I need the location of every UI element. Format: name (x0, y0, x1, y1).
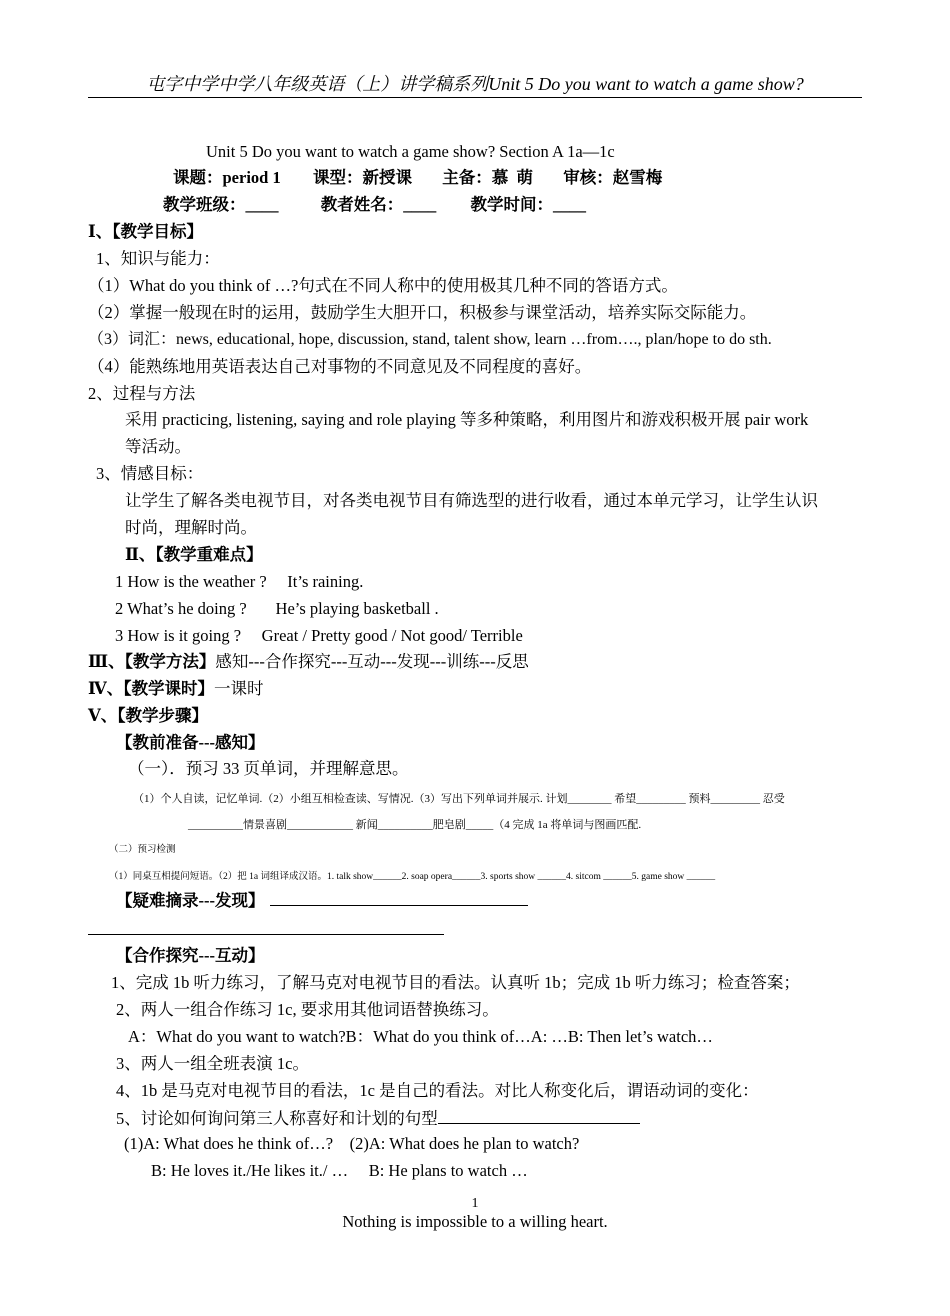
info-row-2 (163, 195, 586, 215)
teacher-label: 教者姓名： (320, 195, 404, 214)
preparer-label: 主备： (442, 168, 492, 187)
s1-p3: （3）词汇：news, educational, hope, discussion, stand, talent show, learn …from…., plan/hope to do sth. (88, 331, 772, 348)
s1-p2: （2）掌握一般现在时的运用，鼓励学生大胆开口，积极参与课堂活动，培养实际交际能力。 (88, 303, 757, 322)
preparer-value: 慕 萌 (491, 168, 533, 187)
doubt-line (116, 891, 528, 911)
reviewer-value: 赵雪梅 (612, 168, 663, 187)
section-1-heading: Ⅰ、【教学目标】 (88, 222, 203, 241)
s1-e2: 时尚，理解时尚。 (125, 518, 257, 537)
page-header: 屯字中学中学八年级英语（上）讲学稿系列Unit 5 Do you want to watch a game show? (146, 74, 804, 94)
check-heading: （二）预习检测 (109, 845, 176, 855)
section-2-heading: Ⅱ、【教学重难点】 (125, 545, 263, 564)
s1-sub1: 1、知识与能力： (96, 249, 220, 268)
s1-m1: 采用 practicing, listening, saying and role playing 等多种策略，利用图片和游戏积极开展 pair work (125, 410, 809, 429)
coop-heading: 【合作探究---互动】 (116, 946, 265, 965)
time-label: 教学时间： (470, 195, 553, 214)
coop-2b: A：What do you want to watch?B：What do you think of…A: …B: Then let’s watch… (128, 1027, 713, 1046)
coop-7: B: He loves it./He likes it./ … B: He plans to watch … (151, 1161, 528, 1180)
class-label: 教学班级： (163, 195, 246, 214)
s1-m2: 等活动。 (125, 437, 191, 456)
class-blank[interactable]: ____ (245, 195, 279, 214)
time-blank[interactable]: ____ (553, 195, 586, 214)
s1-sub2: 2、过程与方法 (88, 384, 196, 403)
doubt-heading: 【疑难摘录---发现】 (116, 891, 265, 910)
s2-k1: 1 How is the weather ? It’s raining. (115, 572, 364, 591)
doubt-blank-line[interactable] (88, 934, 444, 935)
s1-e1: 让学生了解各类电视节目，对各类电视节目有筛选型的进行收看，通过本单元学习，让学生认识 (125, 491, 818, 510)
s2-k3: 3 How is it going ? Great / Pretty good / Not good/ Terrible (115, 626, 523, 645)
coop-3: 3、两人一组全班表演 1c。 (116, 1054, 309, 1073)
type-label: 课型： (312, 168, 363, 187)
coop-5: 5、讨论如何询问第三人称喜好和计划的句型 (116, 1109, 438, 1128)
prep-heading: 【教前准备---感知】 (116, 733, 265, 752)
section-4 (88, 679, 263, 699)
doc-title: Unit 5 Do you want to watch a game show? Section A 1a—1c (206, 142, 615, 161)
topic-value: period 1 (222, 168, 281, 187)
teacher-blank[interactable]: ____ (403, 195, 437, 214)
footer-motto: Nothing is impossible to a willing heart. (342, 1212, 608, 1231)
section-4-text: 一课时 (213, 679, 264, 698)
check-1: （1）同桌互相提问短语。（2）把 1a 词组译成汉语。1. talk show______2. soap opera______3. sports show ______4. sitcom ______5. game show ______ (109, 872, 716, 882)
coop-5-line (116, 1107, 640, 1129)
s1-sub3: 3、情感目标： (96, 464, 204, 483)
doubt-blank[interactable] (270, 905, 528, 906)
info-row-1 (173, 168, 662, 188)
coop-2: 2、两人一组合作练习 1c, 要求用其他词语替换练习。 (116, 1000, 499, 1019)
page-number: 1 (471, 1196, 479, 1211)
coop-6: (1)A: What does he think of…? (2)A: What does he plan to watch? (124, 1134, 580, 1153)
header-rule (88, 97, 862, 98)
section-5-heading: Ⅴ、【教学步骤】 (88, 706, 209, 725)
s2-k2: 2 What’s he doing ? He’s playing basketball . (115, 599, 439, 618)
coop-5-blank[interactable] (438, 1107, 640, 1124)
s1-p4: （4）能熟练地用英语表达自己对事物的不同意见及不同程度的喜好。 (88, 357, 592, 376)
prep-2b: __________情景喜剧____________ 新闻__________肥皂剧_____（4 完成 1a 将单词与图画匹配. (188, 819, 642, 831)
topic-label: 课题： (173, 168, 223, 187)
type-value: 新授课 (362, 168, 412, 187)
section-3-text: 感知---合作探究---互动---发现---训练---反思 (215, 652, 529, 671)
prep-1: （一）．预习 33 页单词，并理解意思。 (128, 759, 409, 778)
s1-p1: （1）What do you think of …?句式在不同人称中的使用极其几种不同的答语方式。 (88, 276, 678, 295)
section-3-heading: Ⅲ、【教学方法】 (88, 652, 216, 671)
prep-2a: （1）个人自读，记忆单词.（2）小组互相检查读、写情况.（3）写出下列单词并展示. 计划________ 希望_________ 预料_________ 忍受 (133, 793, 785, 805)
reviewer-label: 审核： (563, 168, 613, 187)
section-3 (88, 652, 529, 672)
coop-4: 4、1b 是马克对电视节目的看法，1c 是自己的看法。对比人称变化后，谓语动词的变化： (116, 1081, 759, 1100)
section-4-heading: Ⅳ、【教学课时】 (88, 679, 214, 698)
coop-1: 1、完成 1b 听力练习，了解马克对电视节目的看法。认真听 1b；完成 1b 听力练习；检查答案； (111, 973, 800, 992)
